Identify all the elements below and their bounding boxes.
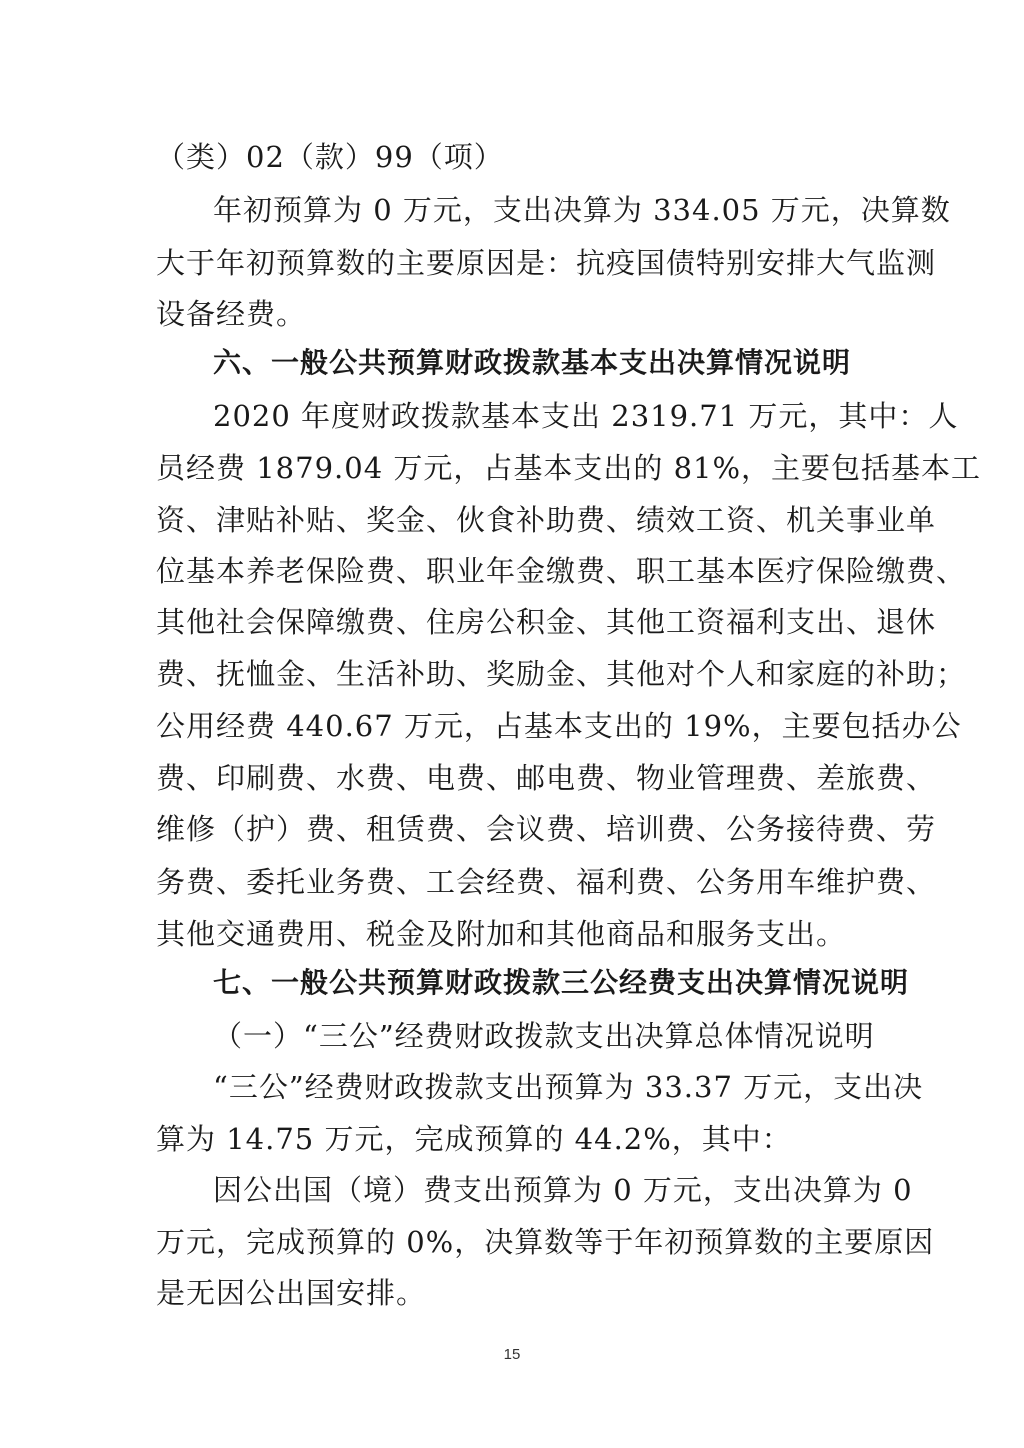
paragraph-line: 万元，完成预算的 0%，决算数等于年初预算数的主要原因	[156, 1225, 935, 1259]
paragraph-line: 维修（护）费、租赁费、会议费、培训费、公务接待费、劳	[156, 812, 937, 846]
paragraph-line: 务费、委托业务费、工会经费、福利费、公务用车维护费、	[156, 865, 937, 899]
section-heading-6: 六、一般公共预算财政拨款基本支出决算情况说明	[213, 346, 852, 379]
item-classification-line: （类）02（款）99（项）	[156, 140, 504, 174]
paragraph-line: 2020 年度财政拨款基本支出 2319.71 万元，其中：人	[213, 399, 959, 433]
page-number: 15	[503, 1346, 521, 1363]
paragraph-line: 员经费 1879.04 万元，占基本支出的 81%，主要包括基本工	[156, 451, 982, 485]
paragraph-line: 设备经费。	[156, 297, 307, 331]
section-heading-7: 七、一般公共预算财政拨款三公经费支出决算情况说明	[213, 966, 910, 999]
paragraph-line: “三公”经费财政拨款支出预算为 33.37 万元，支出决	[213, 1070, 924, 1104]
paragraph-line: 其他社会保障缴费、住房公积金、其他工资福利支出、退休	[156, 605, 937, 639]
paragraph-line: 因公出国（境）费支出预算为 0 万元，支出决算为 0	[213, 1173, 913, 1207]
paragraph-line: 费、抚恤金、生活补助、奖励金、其他对个人和家庭的补助；	[156, 657, 967, 691]
subsection-heading: （一）“三公”经费财政拨款支出决算总体情况说明	[213, 1019, 875, 1053]
paragraph-line: 是无因公出国安排。	[156, 1276, 427, 1310]
paragraph-line: 其他交通费用、税金及附加和其他商品和服务支出。	[156, 917, 847, 951]
paragraph-line: 位基本养老保险费、职业年金缴费、职工基本医疗保险缴费、	[156, 554, 967, 588]
paragraph-line: 费、印刷费、水费、电费、邮电费、物业管理费、差旅费、	[156, 761, 937, 795]
paragraph-line: 年初预算为 0 万元，支出决算为 334.05 万元，决算数	[213, 193, 951, 227]
paragraph-line: 大于年初预算数的主要原因是：抗疫国债特别安排大气监测	[156, 246, 937, 280]
paragraph-line: 公用经费 440.67 万元，占基本支出的 19%，主要包括办公	[156, 709, 962, 743]
paragraph-line: 算为 14.75 万元，完成预算的 44.2%，其中：	[156, 1122, 792, 1156]
paragraph-line: 资、津贴补贴、奖金、伙食补助费、绩效工资、机关事业单	[156, 503, 937, 537]
